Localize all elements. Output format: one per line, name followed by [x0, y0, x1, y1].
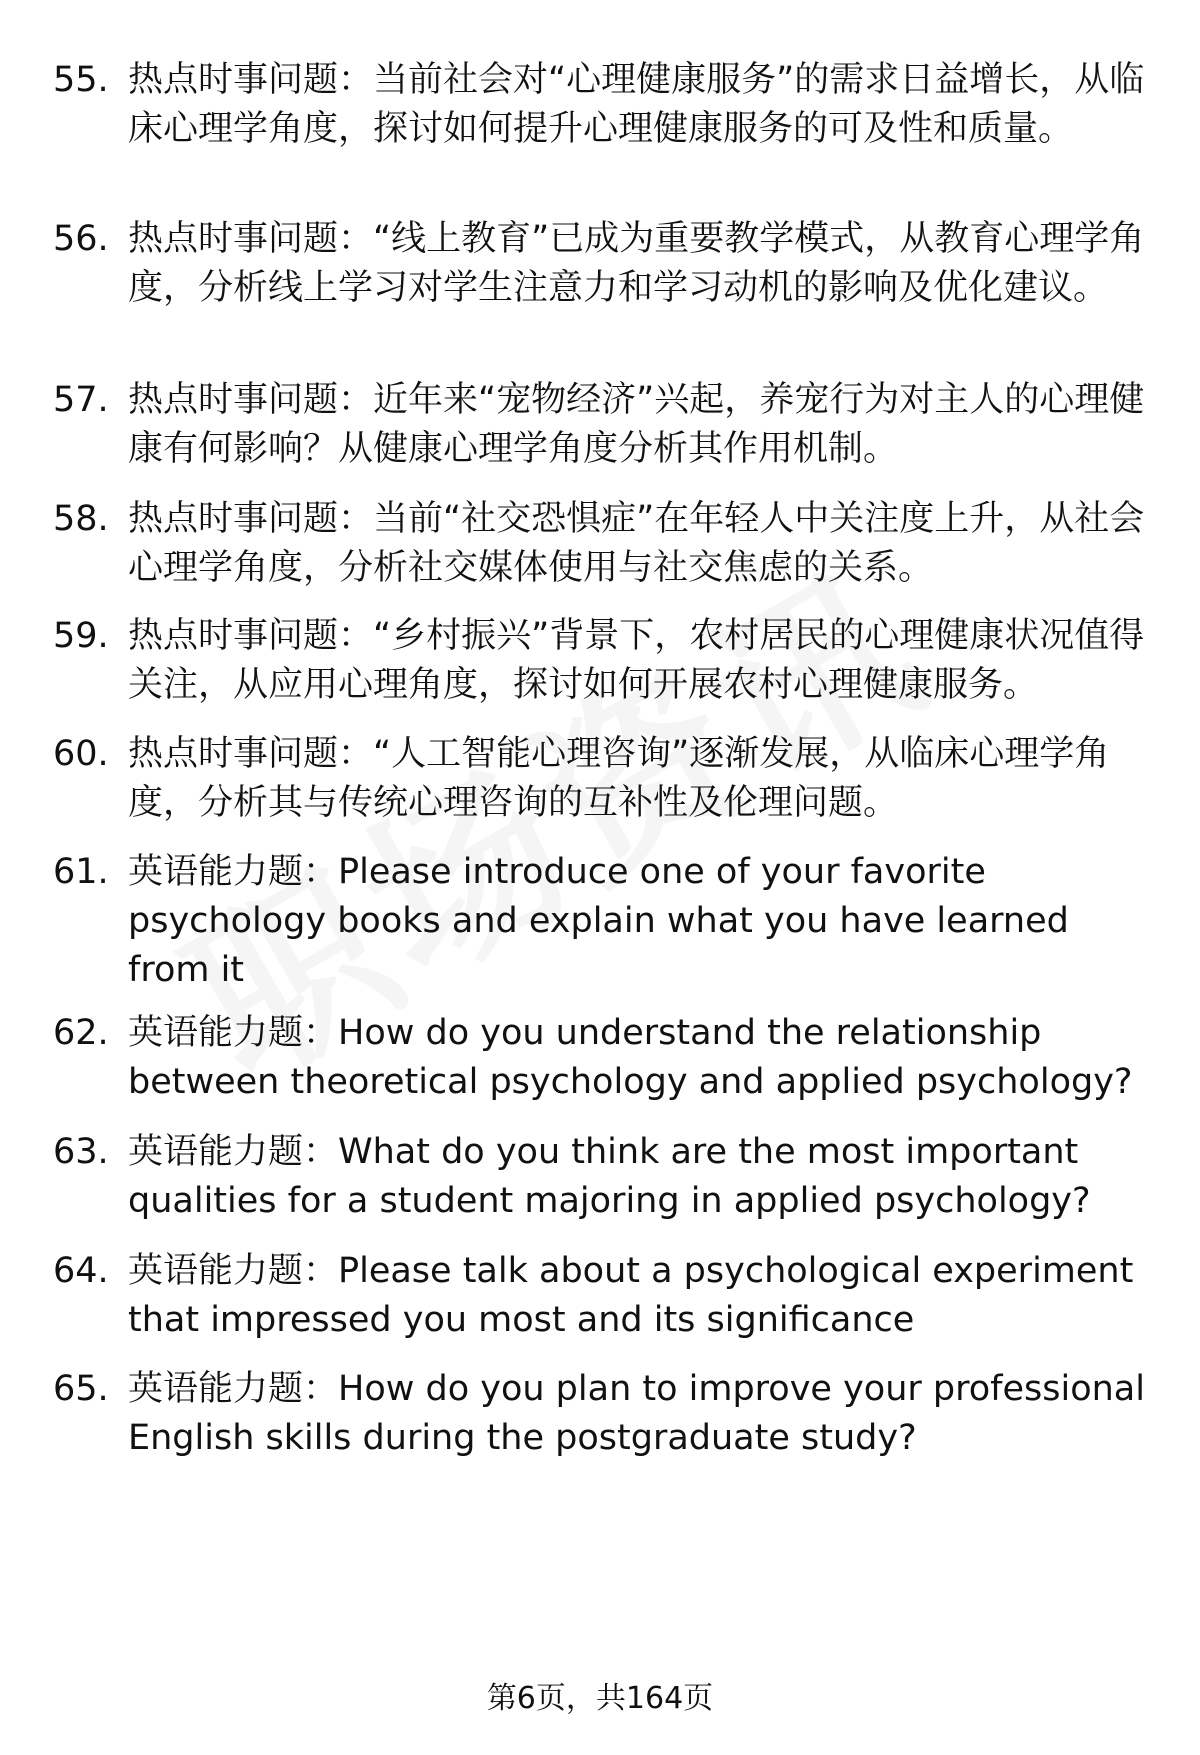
question-number: 60. [53, 734, 109, 774]
page-number-footer: 第6页，共164页 [486, 1681, 714, 1716]
question-number: 64. [53, 1251, 109, 1291]
question-text: 英语能力题：Please talk about a psychological experiment that impressed you most and its significance [128, 1251, 1134, 1340]
question-number: 63. [53, 1132, 109, 1172]
question-text: 热点时事问题：“人工智能心理咨询”逐渐发展，从临床心理学角度，分析其与传统心理咨询的互补性及伦理问题。 [128, 734, 1110, 823]
question-text: 热点时事问题：当前“社交恐惧症”在年轻人中关注度上升，从社会心理学角度，分析社交媒体使用与社交焦虑的关系。 [128, 499, 1145, 588]
question-number: 58. [53, 499, 109, 539]
question-number: 57. [53, 380, 109, 420]
question-text: 热点时事问题：当前社会对“心理健康服务”的需求日益增长，从临床心理学角度，探讨如何提升心理健康服务的可及性和质量。 [128, 60, 1145, 149]
question-number: 61. [53, 852, 109, 892]
question-number: 55. [53, 60, 109, 100]
question-number: 56. [53, 219, 109, 259]
question-text: 热点时事问题：“乡村振兴”背景下，农村居民的心理健康状况值得关注，从应用心理角度，探讨如何开展农村心理健康服务。 [128, 616, 1145, 705]
question-text: 热点时事问题：近年来“宠物经济”兴起，养宠行为对主人的心理健康有何影响？从健康心理学角度分析其作用机制。 [128, 380, 1145, 469]
question-number: 62. [53, 1013, 109, 1053]
question-text: 热点时事问题：“线上教育”已成为重要教学模式，从教育心理学角度，分析线上学习对学生注意力和学习动机的影响及优化建议。 [128, 219, 1145, 308]
question-number: 59. [53, 616, 109, 656]
question-number: 65. [53, 1369, 109, 1409]
question-text: 英语能力题：What do you think are the most important qualities for a student majoring in applied psychology? [128, 1132, 1091, 1221]
question-text: 英语能力题：How do you plan to improve your professional English skills during the postgraduate study? [128, 1369, 1145, 1458]
question-text: 英语能力题：Please introduce one of your favorite psychology books and explain what you have learned from it [128, 852, 1069, 990]
question-text: 英语能力题：How do you understand the relationship between theoretical psychology and applied psychology? [128, 1013, 1133, 1102]
